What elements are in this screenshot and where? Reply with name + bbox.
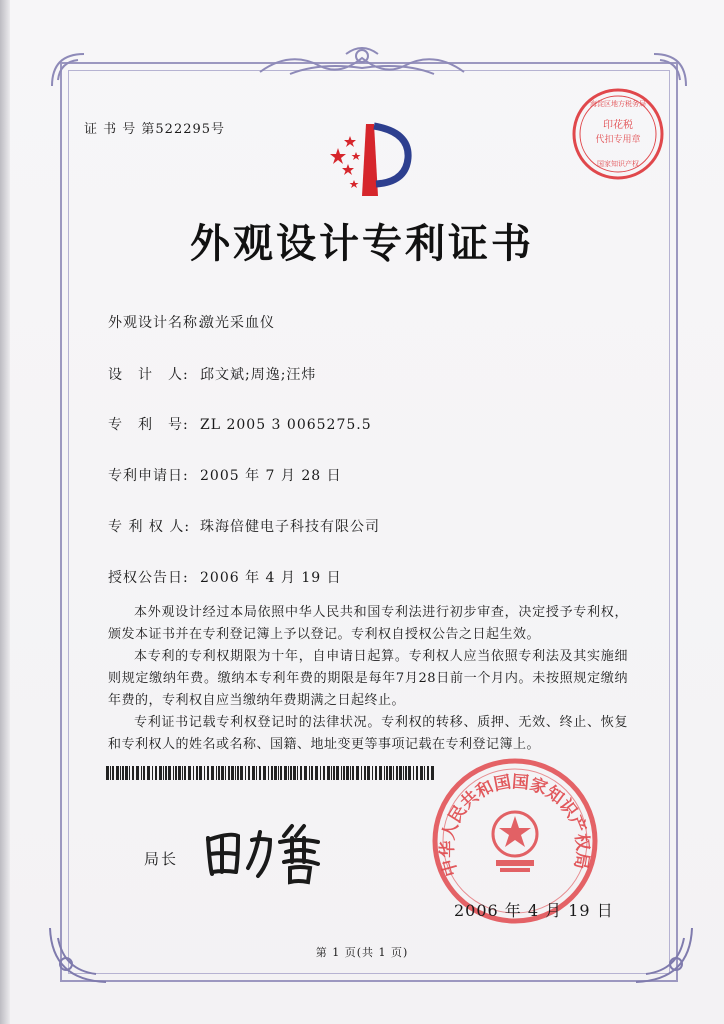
barcode-bar <box>427 766 429 780</box>
barcode-bar <box>408 766 411 780</box>
corner-ornament-icon <box>48 50 88 90</box>
field-label: 专利申请日: <box>108 468 189 484</box>
barcode-bar <box>393 766 394 780</box>
barcode-bar <box>323 766 325 780</box>
barcode-bar <box>122 766 124 780</box>
barcode-bar <box>399 766 402 780</box>
patent-office-logo-icon <box>318 118 418 204</box>
barcode-bar <box>182 766 183 780</box>
field-application-date <box>108 465 342 485</box>
barcode-bar <box>300 766 302 780</box>
barcode-bar <box>199 766 202 780</box>
barcode-bar <box>268 766 269 780</box>
barcode-bar <box>240 766 243 780</box>
barcode-bar <box>248 766 250 780</box>
barcode-bar <box>379 766 382 780</box>
seal-text: 中华人民共和国国家知识产权局 <box>437 772 593 879</box>
field-label: 外观设计名称: <box>108 315 204 331</box>
barcode-bar <box>320 766 321 780</box>
barcode-bar <box>188 766 191 780</box>
barcode-bar <box>178 766 181 780</box>
barcode-bar <box>288 766 289 780</box>
barcode-bar <box>221 766 224 780</box>
barcode-bar <box>132 766 134 780</box>
barcode-bar <box>252 766 255 780</box>
barcode-bar <box>129 766 130 780</box>
field-value: 2006 年 4 月 19 日 <box>200 570 342 586</box>
barcode-bar <box>297 766 298 780</box>
barcode-bar <box>384 766 385 780</box>
barcode-bar <box>284 766 287 780</box>
barcode-bar <box>155 766 157 780</box>
barcode-bar <box>331 766 332 780</box>
field-label: 授权公告日: <box>108 570 189 586</box>
barcode-bar <box>143 766 145 780</box>
barcode-bar <box>396 766 398 780</box>
barcode-bar <box>120 766 121 780</box>
certificate-number: 证 书 号 第522295号 <box>84 122 226 137</box>
barcode-bar <box>386 766 388 780</box>
barcode-bar <box>278 766 279 780</box>
barcode-bar <box>420 766 423 780</box>
barcode-bar <box>106 766 109 780</box>
barcode-bar <box>231 766 234 780</box>
field-designer <box>108 364 316 384</box>
svg-text:代扣专用章: 代扣专用章 <box>595 135 641 145</box>
barcode-bar <box>274 766 277 780</box>
field-patentee <box>108 516 380 536</box>
barcode-bar <box>211 766 214 780</box>
field-label: 专 利 权 人: <box>108 519 191 535</box>
body-paragraph: 本专利的专利权期限为十年，自申请日起算。专利权人应当依照专利法及其实施细则规定缴纳年费。缴纳本专利年费的期限是每年7月28日前一个月内。未按照规定缴纳年费的，专利权自应当缴纳年费期满之日起终止。 <box>108 649 628 708</box>
signing-date: 2006 年 4 月 19 日 <box>454 901 614 920</box>
barcode-bar <box>235 766 236 780</box>
field-value: 激光采血仪 <box>200 315 275 331</box>
barcode-bar <box>184 766 186 780</box>
field-value: 珠海倍健电子科技有限公司 <box>200 519 380 535</box>
top-ornament-icon <box>250 44 474 80</box>
svg-text:海淀区地方税务局: 海淀区地方税务局 <box>590 100 646 108</box>
svg-text:国家知识产权: 国家知识产权 <box>597 160 639 168</box>
barcode-bar <box>336 766 339 780</box>
body-paragraph: 本外观设计经过本局依照中华人民共和国专利法进行初步审查，决定授予专利权，颁发本证书并在专利登记簿上予以登记。专利权自授权公告之日起生效。 <box>108 605 628 642</box>
barcode-bar <box>173 766 174 780</box>
barcode-bar <box>333 766 335 780</box>
barcode-bar <box>256 766 257 780</box>
barcode-bar <box>375 766 377 780</box>
barcode-bar <box>327 766 330 780</box>
barcode-bar <box>367 766 370 780</box>
barcode-bar <box>356 766 359 780</box>
barcode-bar <box>125 766 128 780</box>
barcode-bar <box>216 766 217 780</box>
barcode-bar <box>112 766 114 780</box>
barcode-bar <box>293 766 296 780</box>
barcode-bar <box>116 766 119 780</box>
field-value: 2005 年 7 月 28 日 <box>200 468 342 484</box>
field-design-name <box>108 312 275 332</box>
barcode-bar <box>352 766 354 780</box>
barcode-bar <box>259 766 261 780</box>
barcode-bar <box>280 766 282 780</box>
barcode-bar <box>152 766 153 780</box>
barcode-bar <box>165 766 167 780</box>
barcode-bar <box>290 766 292 780</box>
barcode-bar <box>193 766 194 780</box>
certificate-body <box>108 602 628 756</box>
field-label: 专 利 号: <box>108 417 189 433</box>
barcode-bar <box>343 766 345 780</box>
barcode-bar <box>163 766 164 780</box>
barcode-icon <box>106 766 436 780</box>
director-signature-icon <box>200 818 330 888</box>
scan-edge-shadow <box>0 0 10 1024</box>
barcode-bar <box>311 766 313 780</box>
barcode-bar <box>341 766 342 780</box>
barcode-bar <box>204 766 205 780</box>
barcode-bar <box>364 766 366 780</box>
barcode-bar <box>304 766 307 780</box>
barcode-bar <box>245 766 246 780</box>
barcode-bar <box>424 766 425 780</box>
barcode-bar <box>315 766 318 780</box>
barcode-bar <box>413 766 414 780</box>
barcode-bar <box>237 766 239 780</box>
barcode-bar <box>309 766 310 780</box>
svg-text:印花税: 印花税 <box>603 120 633 131</box>
page-number: 第 1 页(共 1 页) <box>315 946 409 959</box>
barcode-bar <box>110 766 111 780</box>
barcode-bar <box>416 766 418 780</box>
field-value: ZL 2005 3 0065275.5 <box>200 417 372 433</box>
barcode-bar <box>147 766 150 780</box>
field-value: 邱文斌;周逸;汪炜 <box>200 367 317 383</box>
barcode-bar <box>175 766 177 780</box>
field-grant-date <box>108 567 342 587</box>
body-paragraph: 专利证书记载专利权登记时的法律状况。专利权的转移、质押、无效、终止、恢复和专利权人的姓名或名称、国籍、地址变更等事项记载在专利登记簿上。 <box>108 715 628 752</box>
barcode-bar <box>403 766 404 780</box>
tax-seal-stamp <box>568 84 668 184</box>
barcode-bar <box>225 766 226 780</box>
field-label: 设 计 人: <box>108 367 189 383</box>
barcode-bar <box>207 766 209 780</box>
barcode-bar <box>228 766 230 780</box>
barcode-bar <box>389 766 392 780</box>
barcode-bar <box>405 766 407 780</box>
field-patent-number <box>108 414 372 434</box>
barcode-bar <box>372 766 373 780</box>
page-title: 外观设计专利证书 <box>190 220 534 267</box>
barcode-bar <box>346 766 349 780</box>
barcode-bar <box>141 766 142 780</box>
barcode-bar <box>263 766 266 780</box>
barcode-bar <box>196 766 198 780</box>
barcode-bar <box>168 766 171 780</box>
director-label: 局长 <box>144 850 179 868</box>
barcode-bar <box>159 766 162 780</box>
barcode-bar <box>350 766 351 780</box>
barcode-bar <box>361 766 362 780</box>
barcode-bar <box>271 766 273 780</box>
barcode-bar <box>218 766 220 780</box>
barcode-bar <box>136 766 139 780</box>
